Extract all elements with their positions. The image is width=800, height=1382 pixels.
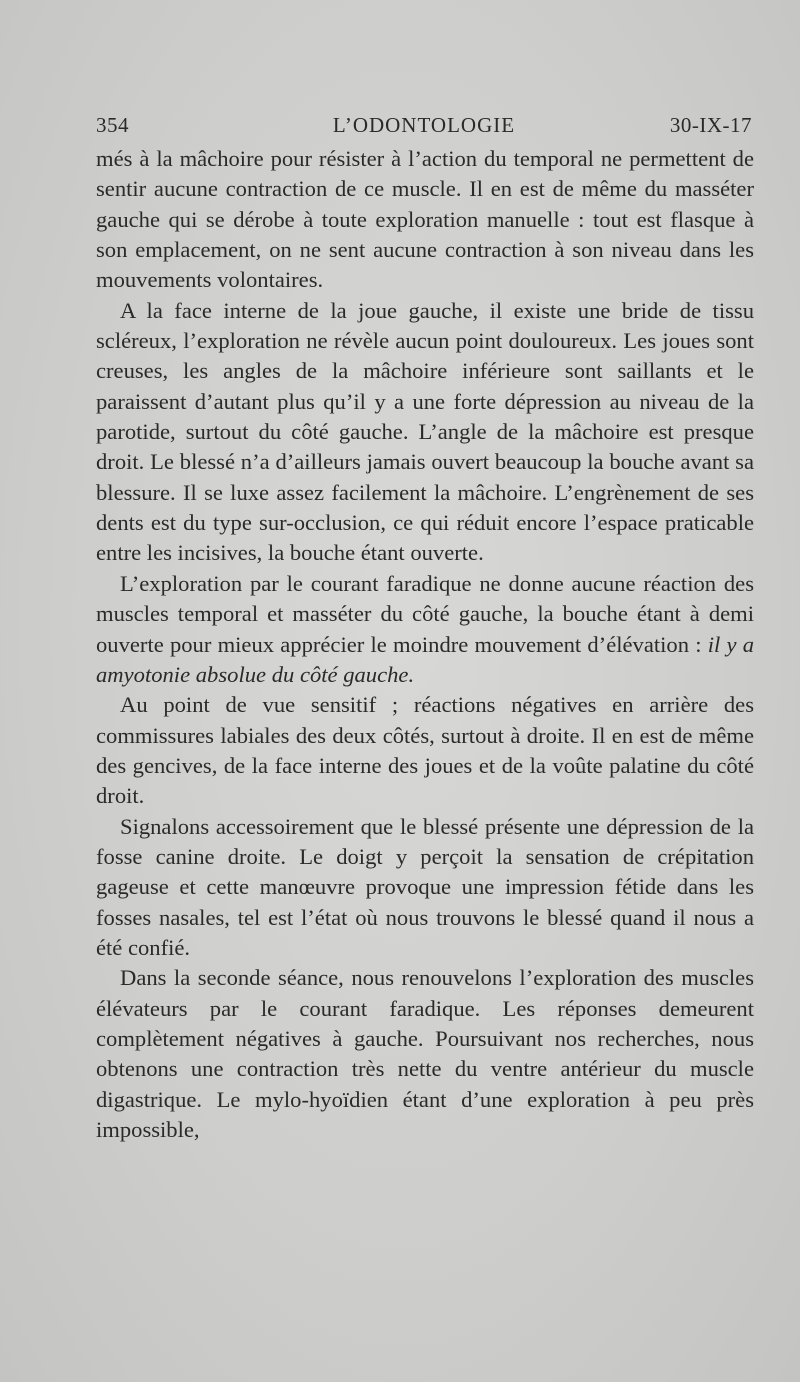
paragraph-joue-gauche: A la face interne de la joue gauche, il existe une bride de tissu scléreux, l’exploration ne révèle aucun point douloureux. Les joues sont creuses, les angles de la mâchoire inférieure sont saillants et le paraissent d’autant plus qu’il y a une forte dépression au niveau de la parotide, surtout du côté gauche. L’angle de la mâchoire est presque droit. Le blessé n’a d’ailleurs jamais ouvert beaucoup la bouche avant sa blessure. Il se luxe assez facilement la mâchoire. L’engrènement de ses dents est du type sur-occlusion, ce qui réduit encore l’espace praticable entre les incisives, la bouche étant ouverte. <box>96 297 754 566</box>
running-title: L’ODONTOLOGIE <box>332 113 516 137</box>
italic-conclusion: il y a amyotonie absolue du côté gauche. <box>96 631 754 687</box>
paragraph-courant-faradique <box>96 569 754 690</box>
paragraph-sensitif: Au point de vue sensitif ; réactions négatives en arrière des commissures labiales des deux côtés, surtout à droite. Il en est de même des gencives, de la face interne des joues et de la voûte palatine du côté droit. <box>96 692 754 809</box>
page-number: 354 <box>96 113 129 137</box>
body-text <box>96 144 754 1145</box>
paragraph-text: L’exploration par le courant faradique ne donne aucune réaction des muscles temporal et masséter du côté gauche, la bouche étant à demi ouverte pour mieux apprécier le moindre mouvement d’élévation : <box>96 570 754 657</box>
running-header <box>96 113 752 139</box>
issue-date: 30-IX-17 <box>669 113 752 137</box>
paragraph-signalons: Signalons accessoirement que le blessé présente une dépression de la fosse canine droite. Le doigt y perçoit la sensation de crépitation gageuse et cette manœuvre provoque une impression fétide dans les fosses nasales, tel est l’état où nous trouvons le blessé quand il nous a été confié. <box>96 813 754 960</box>
paragraph-continuation: més à la mâchoire pour résister à l’action du temporal ne permettent de sentir aucune contraction de ce muscle. Il en est de même du masséter gauche qui se dérobe à toute exploration manuelle : tout est flasque à son emplacement, on ne sent aucune contraction à son niveau dans les mouvements volontaires. <box>96 146 754 293</box>
paragraph-seconde-seance: Dans la seconde séance, nous renouvelons l’exploration des muscles élévateurs par le courant faradique. Les réponses demeurent complètement négatives à gauche. Poursuivant nos recherches, nous obtenons une contraction très nette du ventre antérieur du muscle digastrique. Le mylo-hyoïdien étant d’une exploration à peu près impossible, <box>96 965 754 1142</box>
